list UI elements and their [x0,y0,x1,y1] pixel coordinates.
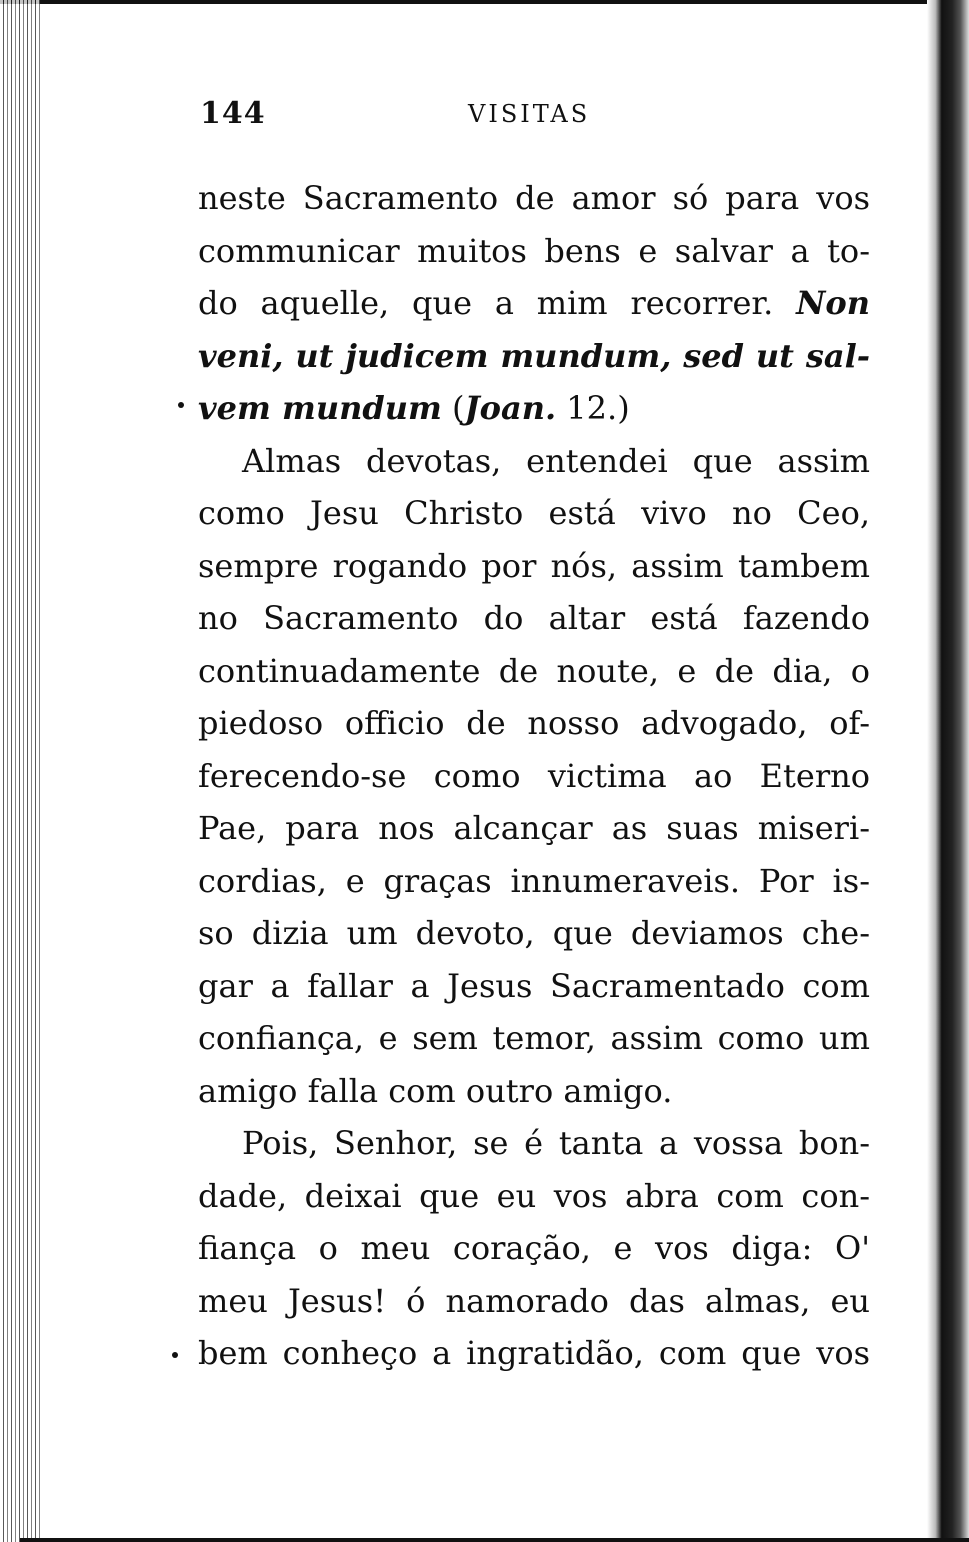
text-line [198,277,870,330]
line-text: sempre rogando por nós, assim tambem [198,546,870,585]
text-line [198,750,870,803]
line-text: como Jesu Christo está vivo no Ceo, [198,494,870,532]
latin-quote-text: Non [796,284,870,322]
text-line [198,1222,870,1275]
page-stack-edge [927,0,969,1542]
running-head [198,88,870,144]
paragraph [198,1117,870,1380]
line-text: piedoso officio de nosso advogado, of- [198,704,870,742]
line-text: continuadamente de noute, e de dia, o [198,651,870,690]
text-line [198,645,870,698]
line-text: meu Jesus! ó namorado das almas, eu [198,1281,870,1320]
text-line [198,225,870,278]
line-text: neste Sacramento de amor só para vos [198,179,870,217]
line-text: Almas devotas, entendei que assim [242,441,870,480]
line-text: Pae, para nos alcançar as suas miseri- [198,809,870,847]
latin-quote-text: veni, ut judicem mundum, sed ut sal- [198,336,870,375]
latin-quote-text: vem mundum [198,389,442,427]
line-text: communicar muitos bens e salvar a to- [198,231,870,270]
line-text: 12.) [556,389,630,427]
text-line [198,1275,870,1328]
text-line [198,907,870,960]
text-line [198,1170,870,1223]
line-text: so dizia um devoto, que deviamos che- [198,914,870,952]
text-line [198,592,870,645]
text-line [198,802,870,855]
text-line [198,855,870,908]
line-text: ferecendo-se como victima ao Eterno [198,756,870,795]
text-line [198,1012,870,1065]
text-line [198,487,870,540]
line-text: fiança o meu coração, e vos diga: O' [198,1229,870,1267]
text-line [198,1117,870,1170]
line-text: bem conheço a ingratidão, com que vos [198,1334,870,1372]
line-text: amigo falla com outro amigo. [198,1071,673,1110]
scan-top-edge [0,0,969,4]
text-line [198,1327,870,1380]
paragraph [198,435,870,1118]
text-line [198,1065,870,1118]
scan-bottom-edge [20,1538,969,1542]
text-line [198,172,870,225]
body-text [198,172,870,1380]
line-text: gar a fallar a Jesus Sacramentado com [198,966,870,1005]
paragraph [198,172,870,435]
text-line [198,697,870,750]
stray-mark [178,402,184,408]
line-text: ( [441,389,465,427]
stray-mark [172,1352,178,1358]
line-text: confiança, e sem temor, assim como um [198,1019,870,1057]
line-text: Pois, Senhor, se é tanta a vossa bon- [242,1124,870,1162]
running-title: VISITAS [468,100,591,128]
text-line [198,540,870,593]
line-text: cordias, e graças innumeraveis. Por is- [198,861,870,900]
book-page [198,88,870,1380]
text-line [198,435,870,488]
text-line [198,960,870,1013]
latin-quote-text: Joan. [464,389,557,427]
line-text: no Sacramento do altar está fazendo [198,599,870,637]
text-line [198,330,870,383]
book-spine-edge [0,0,40,1542]
text-line [198,382,870,435]
line-text: do aquelle, que a mim recorrer. [198,284,797,322]
page-number: 144 [200,96,266,131]
line-text: dade, deixai que eu vos abra com con- [198,1176,870,1215]
